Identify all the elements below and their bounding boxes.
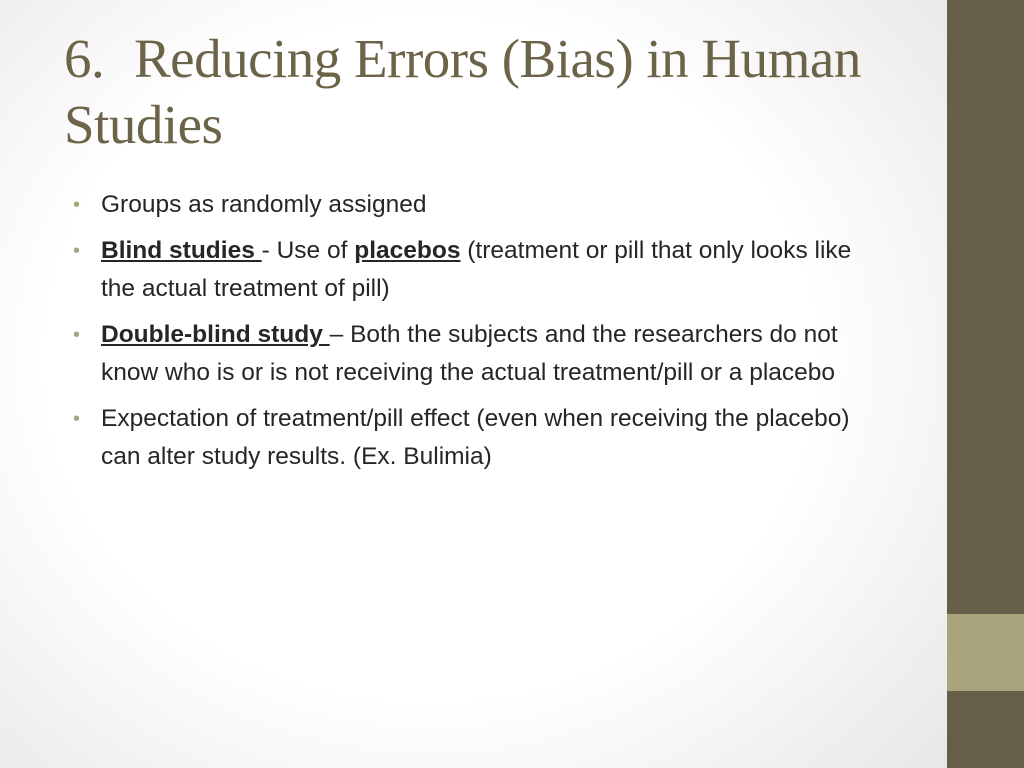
sidebar-accent-block [947, 614, 1024, 691]
bullet-item-expectation [73, 400, 883, 476]
term-double-blind-study: Double-blind study [101, 321, 330, 348]
bullet-dot: • [73, 240, 81, 262]
slide-title [64, 26, 934, 158]
bullet-list [73, 186, 883, 484]
bullet-text: - Use of [261, 237, 355, 264]
bullet-text: Groups as randomly assigned [101, 191, 427, 218]
slide-title-text: Reducing Errors (Bias) in Human Studies [64, 28, 861, 155]
bullet-item-double-blind [73, 316, 883, 392]
bullet-text: – Both the subjects and the researchers do not know who is or is not receiving the actual treatment/pill or a placebo [101, 321, 838, 386]
bullet-text: (treatment or pill that only looks like the actual treatment of pill) [101, 237, 852, 302]
bullet-dot: • [73, 194, 81, 216]
bullet-item-random-groups [73, 186, 883, 224]
bullet-item-blind-studies [73, 232, 883, 308]
term-placebos: placebos [354, 237, 461, 264]
bullet-text: Expectation of treatment/pill effect (even when receiving the placebo) can alter study results. (Ex. Bulimia) [101, 405, 850, 470]
slide-title-number: 6. [64, 28, 105, 89]
bullet-dot: • [73, 408, 81, 430]
bullet-dot: • [73, 324, 81, 346]
term-blind-studies: Blind studies [101, 237, 262, 264]
